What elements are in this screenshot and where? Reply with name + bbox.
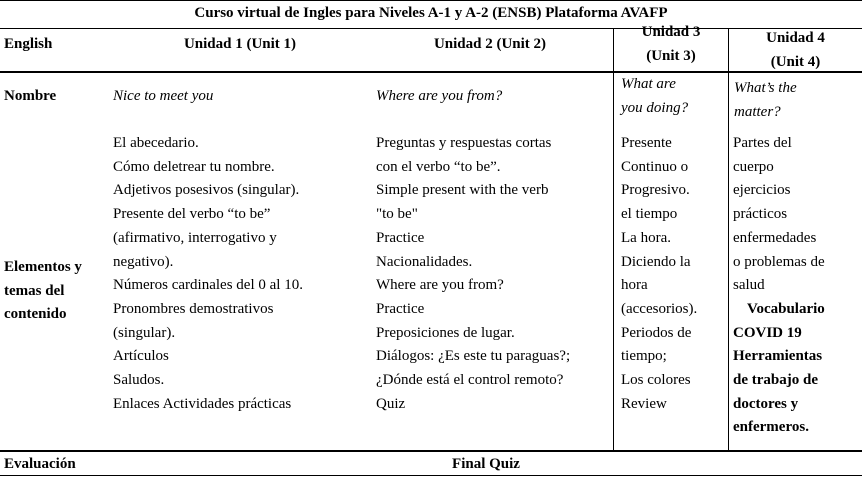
nombre-unit3 xyxy=(621,73,688,120)
unit4-topic: prácticos xyxy=(733,206,788,223)
unit1-topic: El abecedario. xyxy=(113,135,199,151)
header-english: English xyxy=(4,36,53,52)
unit2-topic: Preguntas y respuestas cortas xyxy=(376,135,552,151)
unit3-topic: Progresivo. xyxy=(621,182,690,199)
unit4-bold-topic: Herramientas xyxy=(733,348,823,365)
unit1-topic: Presente del verbo “to be” xyxy=(113,206,271,223)
nombre-unit3-line2: you doing? xyxy=(621,99,689,116)
unit1-topic: Enlaces Actividades prácticas xyxy=(113,395,292,412)
unit1-topic: Saludos. xyxy=(113,372,165,389)
unit1-topic: Adjetivos posesivos (singular). xyxy=(113,182,300,199)
unit4-bold-topic: COVID 19 xyxy=(733,324,802,341)
unit3-topic: Periodos de xyxy=(621,324,692,341)
elementos-label-line3: contenido xyxy=(4,306,67,323)
unit3-topic: el tiempo xyxy=(621,206,678,223)
unit3-topic: Review xyxy=(621,395,667,412)
unit4-topic: salud xyxy=(733,277,765,294)
unit2-topic: Practice xyxy=(376,229,425,246)
unit4-topic: o problemas de xyxy=(733,253,825,270)
unit3-topic: Diciendo la xyxy=(621,253,691,270)
header-unit4-line2: (Unit 4) xyxy=(770,53,821,70)
unit2-topic: "to be" xyxy=(376,206,418,223)
elementos-unit3 xyxy=(621,132,697,416)
header-unit4-line1: Unidad 4 xyxy=(766,30,825,46)
unit2-topic: con el verbo “to be”. xyxy=(376,158,501,175)
elementos-label-line2: temas del xyxy=(4,282,65,299)
evaluation-divider xyxy=(0,450,862,452)
unit2-topic: Preposiciones de lugar. xyxy=(376,324,515,341)
unit4-bold-topic: Vocabulario xyxy=(747,300,825,317)
unit1-topic: (singular). xyxy=(113,324,176,341)
unit1-topic: Números cardinales del 0 al 10. xyxy=(113,277,303,294)
unit4-topic: ejercicios xyxy=(733,182,791,199)
unit1-topic: negativo). xyxy=(113,253,174,270)
unit4-bold-topic: de trabajo de xyxy=(733,372,818,389)
header-unit4 xyxy=(729,27,862,74)
unit3-topic: hora xyxy=(621,277,648,294)
nombre-unit2: Where are you from? xyxy=(376,88,503,104)
header-unit2: Unidad 2 (Unit 2) xyxy=(433,36,547,52)
nombre-unit4-line1: What’s the xyxy=(734,80,797,96)
unit2-topic: Simple present with the verb xyxy=(376,182,549,199)
elementos-label-line1: Elementos y xyxy=(4,259,82,275)
unit2-topic: Diálogos: ¿Es este tu paraguas?; xyxy=(376,348,571,365)
unit4-topic: enfermedades xyxy=(733,229,817,246)
nombre-unit1: Nice to meet you xyxy=(113,88,214,104)
elementos-label xyxy=(4,256,82,327)
unit4-bold-topic: doctores y xyxy=(733,395,799,412)
unit1-topic: Cómo deletrear tu nombre. xyxy=(113,158,275,175)
unit3-topic: tiempo; xyxy=(621,348,667,365)
nombre-unit4 xyxy=(734,77,797,124)
unit3-topic: Continuo o xyxy=(621,158,689,175)
table-title: Curso virtual de Ingles para Niveles A-1 y A-2 (ENSB) Plataforma AVAFP xyxy=(194,5,668,21)
unit3-topic: (accesorios). xyxy=(621,300,698,317)
evaluacion-value: Final Quiz xyxy=(452,456,520,472)
col4-left-border xyxy=(728,28,729,450)
unit1-topic: Pronombres demostrativos xyxy=(113,300,274,317)
table-top-border xyxy=(0,0,862,1)
unit3-topic: Presente xyxy=(621,135,672,151)
unit2-topic: Nacionalidades. xyxy=(376,253,473,270)
header-unit1: Unidad 1 (Unit 1) xyxy=(183,36,297,52)
unit4-bold-topic: enfermeros. xyxy=(733,419,809,436)
col3-left-border xyxy=(613,28,614,450)
unit2-topic: ¿Dónde está el control remoto? xyxy=(376,372,564,389)
elementos-unit1 xyxy=(113,132,303,416)
elementos-unit4 xyxy=(733,132,825,440)
unit4-topic: Partes del xyxy=(733,135,792,151)
header-unit3 xyxy=(614,21,728,68)
elementos-unit2 xyxy=(376,132,570,416)
evaluacion-label: Evaluación xyxy=(4,456,76,472)
nombre-unit3-line1: What are xyxy=(621,76,676,92)
unit2-topic: Quiz xyxy=(376,395,406,412)
header-unit3-line1: Unidad 3 xyxy=(641,24,701,40)
unit2-topic: Where are you from? xyxy=(376,277,504,294)
header-unit3-line2: (Unit 3) xyxy=(646,47,696,64)
unit3-topic: Los colores xyxy=(621,372,691,389)
nombre-unit4-line2: matter? xyxy=(734,103,781,120)
unit2-topic: Practice xyxy=(376,300,425,317)
nombre-label: Nombre xyxy=(4,88,57,104)
unit1-topic: Artículos xyxy=(113,348,169,365)
unit4-topic: cuerpo xyxy=(733,158,774,175)
unit3-topic: La hora. xyxy=(621,229,671,246)
unit1-topic: (afirmativo, interrogativo y xyxy=(113,229,277,246)
